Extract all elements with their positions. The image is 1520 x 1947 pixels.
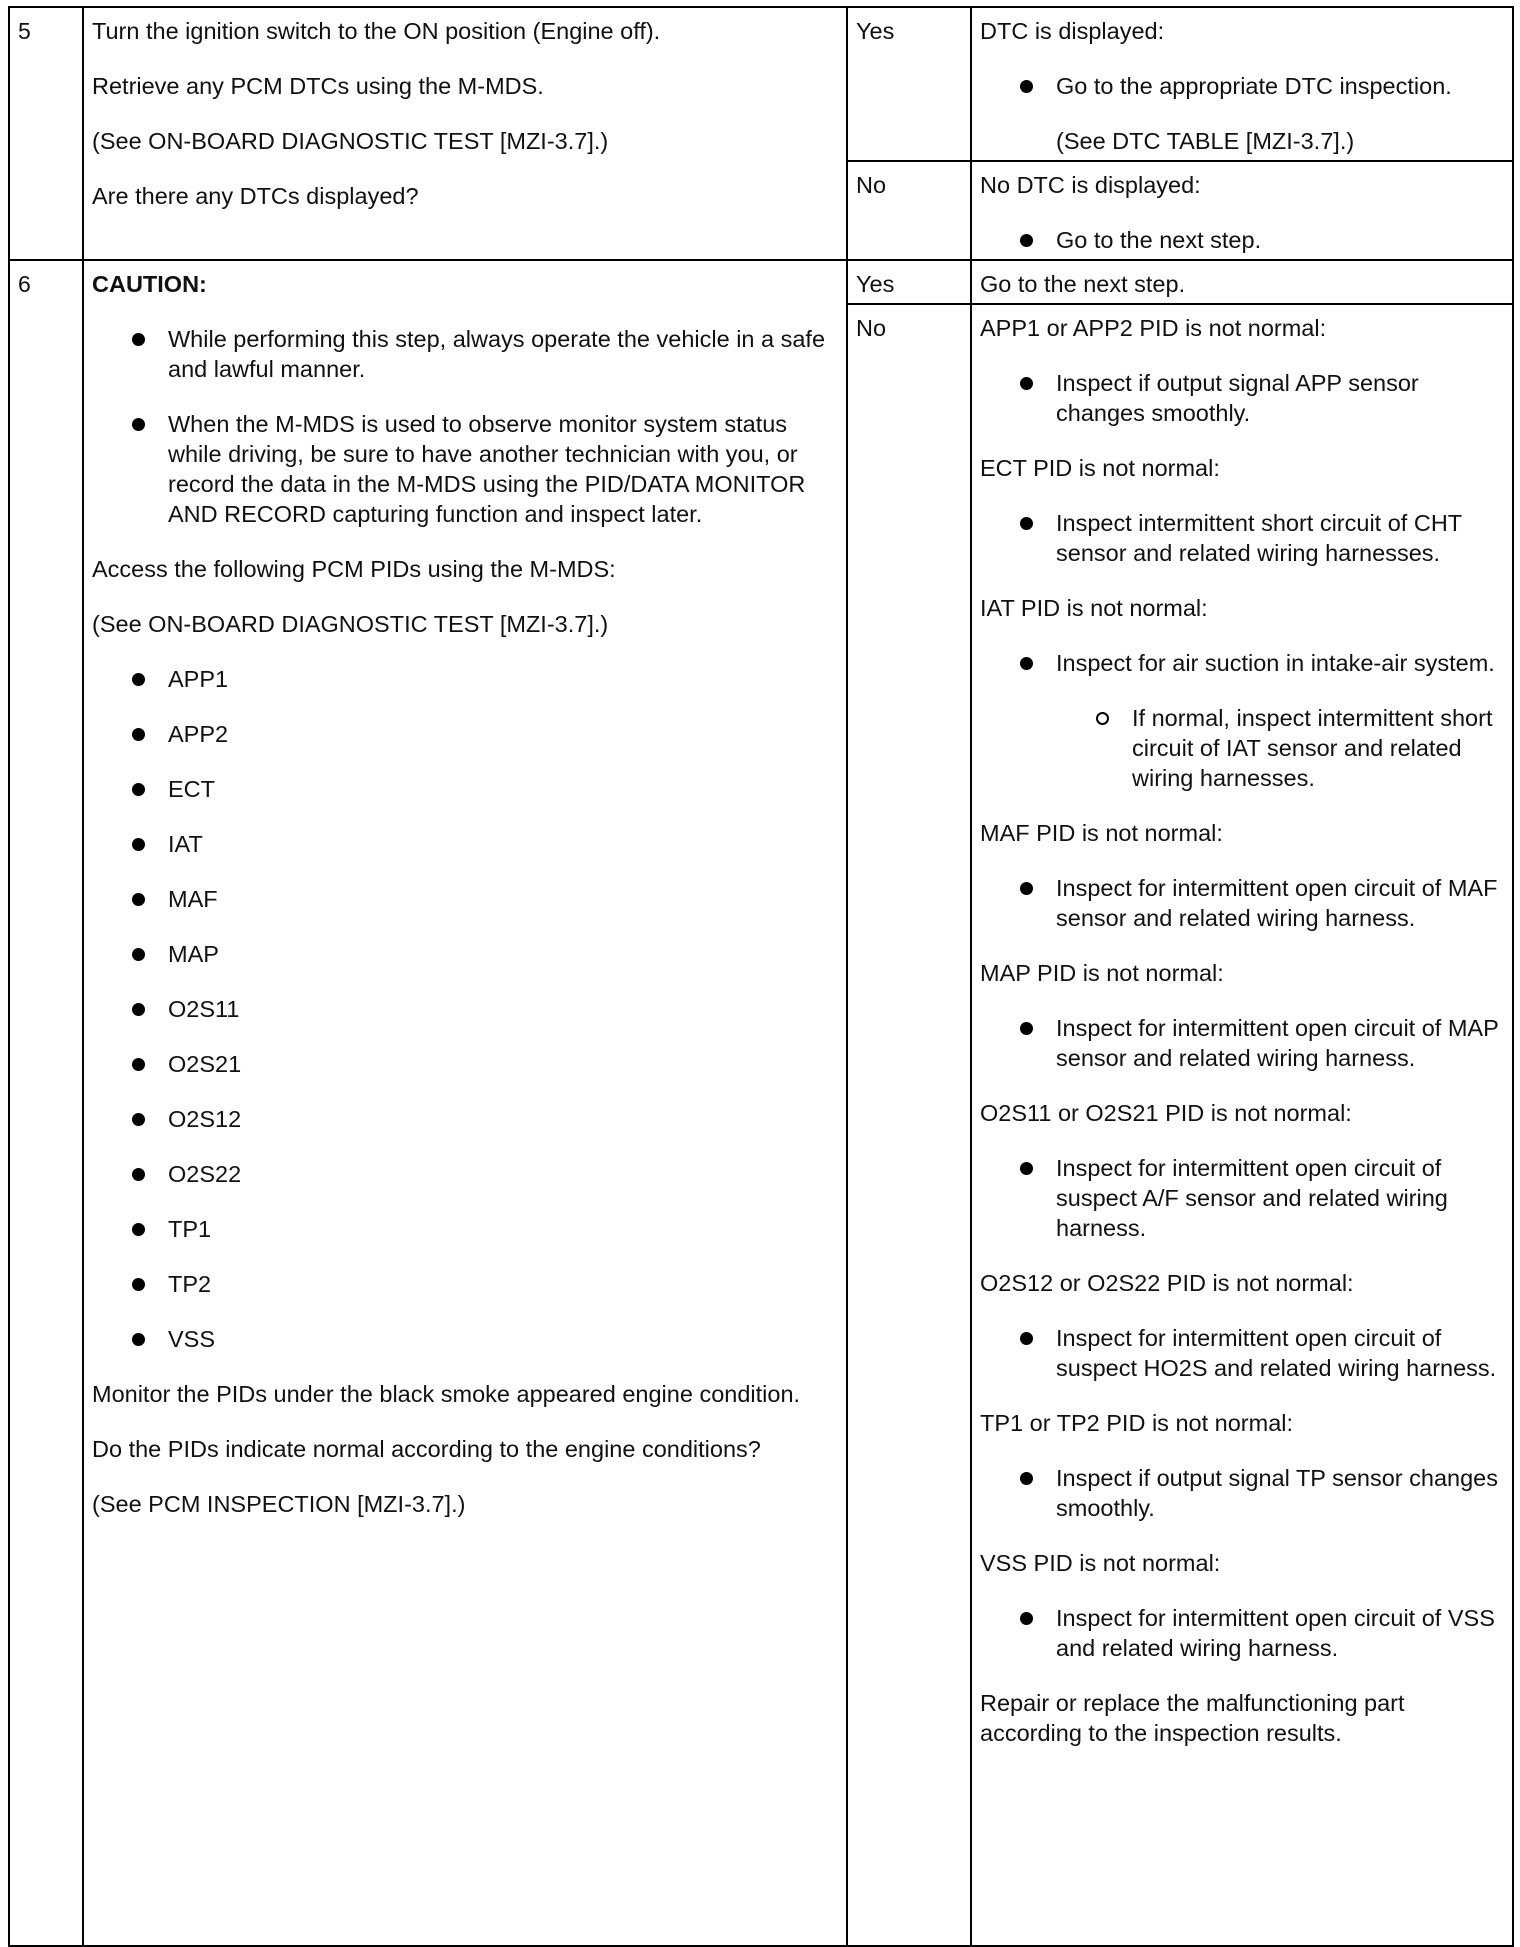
action-heading: O2S11 or O2S21 PID is not normal: [980, 1100, 1352, 1126]
diagnostic-table [8, 6, 1514, 1947]
pid-item: TP2 [130, 1269, 838, 1299]
action-reference: (See DTC TABLE [MZI-3.7].) [1056, 128, 1355, 154]
action-bullets [980, 1013, 1504, 1073]
inspection-question: Do the PIDs indicate normal according to the engine conditions? [92, 1436, 761, 1462]
action-bullet: Inspect for intermittent open circuit of MAF sensor and related wiring harness. [1018, 873, 1504, 933]
action-heading: No DTC is displayed: [980, 172, 1201, 198]
action-bullet: Inspect for intermittent open circuit of MAP sensor and related wiring harness. [1018, 1013, 1504, 1073]
action-heading: TP1 or TP2 PID is not normal: [980, 1410, 1294, 1436]
access-reference: (See ON-BOARD DIAGNOSTIC TEST [MZI-3.7].) [92, 611, 609, 637]
action-bullets [980, 1603, 1504, 1663]
action-bullets [980, 368, 1504, 428]
pid-item: O2S12 [130, 1104, 838, 1134]
monitor-text: Monitor the PIDs under the black smoke appeared engine condition. [92, 1381, 801, 1407]
action-heading: ECT PID is not normal: [980, 455, 1220, 481]
result-yes: Yes [847, 260, 971, 304]
pid-item: VSS [130, 1324, 838, 1354]
action-bullet: Inspect for intermittent open circuit of suspect HO2S and related wiring harness. [1018, 1323, 1504, 1383]
action-yes [971, 7, 1513, 161]
result-no: No [847, 304, 971, 1946]
pid-item: ECT [130, 774, 838, 804]
pid-item: O2S22 [130, 1159, 838, 1189]
action-heading: O2S12 or O2S22 PID is not normal: [980, 1270, 1354, 1296]
caution-title: CAUTION: [92, 271, 207, 297]
pid-item: O2S11 [130, 994, 838, 1024]
diagnostic-procedure [8, 6, 1512, 1896]
action-sub-bullet: If normal, inspect intermittent short circuit of IAT sensor and related wiring harnesses. [1094, 703, 1504, 793]
action-bullets [980, 648, 1504, 793]
action-heading: APP1 or APP2 PID is not normal: [980, 315, 1327, 341]
pid-item: MAF [130, 884, 838, 914]
action-heading: MAP PID is not normal: [980, 960, 1224, 986]
action-bullets [980, 71, 1504, 101]
pid-list [92, 664, 838, 1354]
caution-item: While performing this step, always operate the vehicle in a safe and lawful manner. [130, 324, 838, 384]
action-bullet: Inspect for intermittent open circuit of suspect A/F sensor and related wiring harness. [1018, 1153, 1504, 1243]
action-bullet: Inspect if output signal APP sensor changes smoothly. [1018, 368, 1504, 428]
action-bullet: Inspect if output signal TP sensor changes smoothly. [1018, 1463, 1504, 1523]
step-6-inspection [83, 260, 847, 1946]
action-bullets [980, 225, 1504, 255]
action-bullet: Go to the appropriate DTC inspection. [1018, 71, 1504, 101]
action-heading: IAT PID is not normal: [980, 595, 1208, 621]
access-text: Access the following PCM PIDs using the M-MDS: [92, 556, 616, 582]
inspection-question: Are there any DTCs displayed? [92, 183, 419, 209]
step-5-row-yes [9, 7, 1513, 161]
action-bullet [1018, 648, 1504, 793]
action-no [971, 304, 1513, 1946]
pid-item: APP1 [130, 664, 838, 694]
action-bullets [980, 873, 1504, 933]
pid-item: MAP [130, 939, 838, 969]
action-bullet-text: Inspect for air suction in intake-air system. [1056, 650, 1495, 676]
action-bullets [980, 1323, 1504, 1383]
action-heading: DTC is displayed: [980, 18, 1165, 44]
step-number: 6 [9, 260, 83, 1946]
action-bullets [980, 1463, 1504, 1523]
action-heading: MAF PID is not normal: [980, 820, 1223, 846]
action-heading: VSS PID is not normal: [980, 1550, 1221, 1576]
pid-item: APP2 [130, 719, 838, 749]
action-yes: Go to the next step. [971, 260, 1513, 304]
action-bullet: Go to the next step. [1018, 225, 1504, 255]
action-bullets [980, 1153, 1504, 1243]
step-number: 5 [9, 7, 83, 260]
action-bullet: Inspect intermittent short circuit of CHT sensor and related wiring harnesses. [1018, 508, 1504, 568]
pid-item: IAT [130, 829, 838, 859]
action-bullet: Inspect for intermittent open circuit of VSS and related wiring harness. [1018, 1603, 1504, 1663]
result-no: No [847, 161, 971, 260]
caution-item: When the M-MDS is used to observe monitor system status while driving, be sure to have another technician with you, or record the data in the M-MDS using the PID/DATA MONITOR AND RECORD capturing function and inspect later. [130, 409, 838, 529]
pid-item: TP1 [130, 1214, 838, 1244]
step-5-inspection [83, 7, 847, 260]
inspection-reference: (See PCM INSPECTION [MZI-3.7].) [92, 1491, 466, 1517]
inspection-text: Retrieve any PCM DTCs using the M-MDS. [92, 73, 544, 99]
inspection-reference: (See ON-BOARD DIAGNOSTIC TEST [MZI-3.7].) [92, 128, 609, 154]
action-no [971, 161, 1513, 260]
inspection-text: Turn the ignition switch to the ON position (Engine off). [92, 18, 661, 44]
result-yes: Yes [847, 7, 971, 161]
step-6-row-yes [9, 260, 1513, 304]
caution-list [92, 324, 838, 529]
action-sub-bullets [1056, 703, 1504, 793]
final-action: Repair or replace the malfunctioning part according to the inspection results. [980, 1690, 1405, 1746]
pid-item: O2S21 [130, 1049, 838, 1079]
action-bullets [980, 508, 1504, 568]
